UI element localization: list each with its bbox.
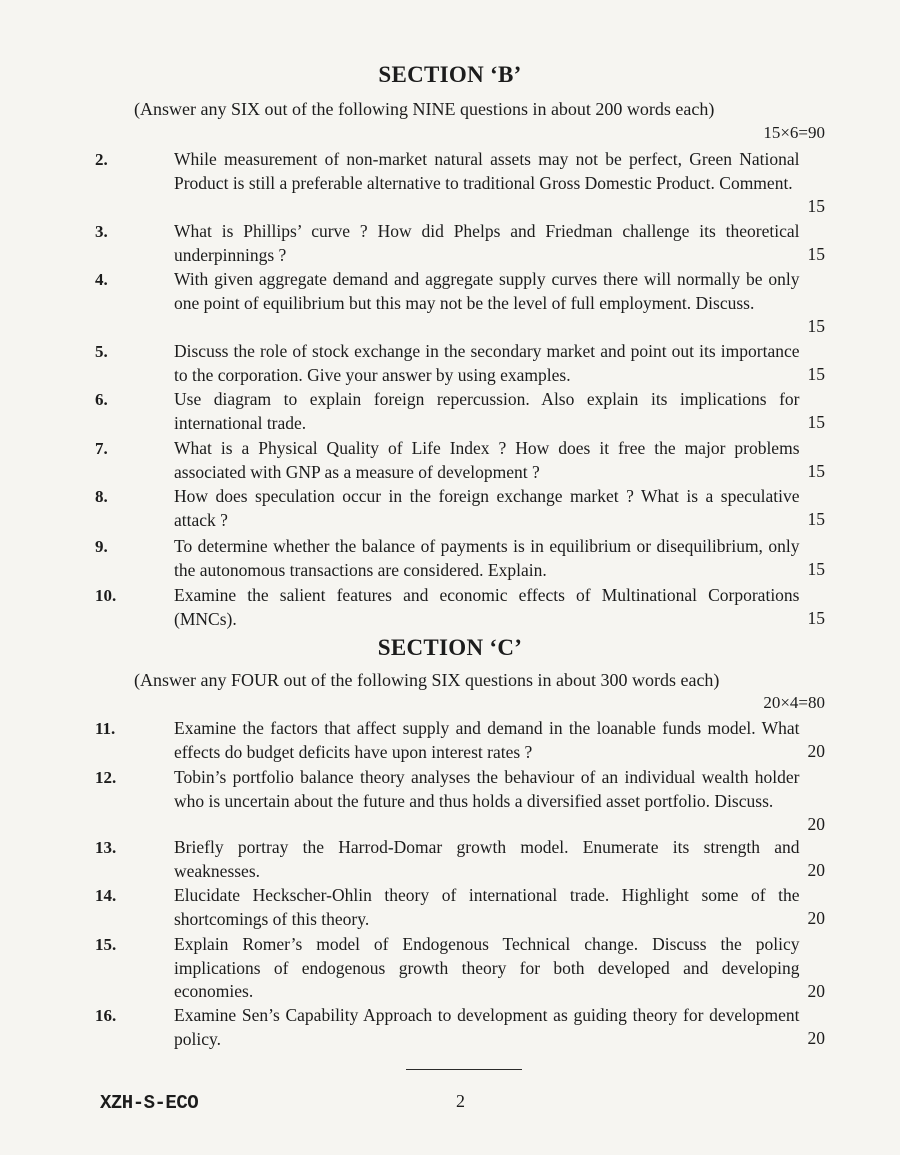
end-divider [406, 1069, 522, 1070]
question-number: 7. [95, 439, 108, 458]
question-marks: 20 [807, 1028, 825, 1048]
question-text: Examine Sen’s Capability Approach to development as guiding theory for development policy. [174, 1005, 800, 1049]
question-number: 16. [95, 1006, 117, 1025]
question-marks: 15 [807, 412, 825, 432]
question-marks: 15 [807, 196, 825, 216]
question-marks: 15 [807, 559, 825, 579]
question-marks: 15 [807, 244, 825, 264]
question-number: 12. [95, 768, 117, 787]
question-text: Tobin’s portfolio balance theory analyses the behaviour of an individual wealth holder who is uncertain about the future and thus holds a diversified asset portfolio. Discuss. [174, 767, 800, 811]
question-marks: 20 [807, 814, 825, 834]
question-text: Briefly portray the Harrod-Domar growth model. Enumerate its strength and weaknesses. [174, 837, 800, 881]
question-marks: 15 [807, 608, 825, 628]
question-text: How does speculation occur in the foreign exchange market ? What is a speculative attack ? [174, 486, 800, 530]
question-number: 6. [95, 390, 108, 409]
question-marks: 20 [807, 860, 825, 880]
section-b-marks: 15×6=90 [763, 123, 825, 142]
section-b-title: SECTION ‘B’ [378, 62, 522, 87]
question-number: 11. [95, 719, 116, 738]
question-text: Explain Romer’s model of Endogenous Technical change. Discuss the policy implications of endogenous growth theory for both developed and developing economies. [174, 934, 800, 1002]
question-marks: 20 [807, 908, 825, 928]
question-text: To determine whether the balance of payments is in equilibrium or disequilibrium, only the autonomous transactions are considered. Explain. [174, 536, 800, 580]
question-number: 5. [95, 342, 108, 361]
section-c-instruction: (Answer any FOUR out of the following SIX questions in about 300 words each) [134, 670, 720, 690]
section-c-title: SECTION ‘C’ [377, 635, 523, 660]
question-text: What is Phillips’ curve ? How did Phelps and Friedman challenge its theoretical underpinnings ? [174, 221, 800, 265]
question-text: Examine the factors that affect supply and demand in the loanable funds model. What effects do budget deficits have upon interest rates ? [174, 718, 800, 762]
question-text: Use diagram to explain foreign repercussion. Also explain its implications for international trade. [174, 389, 800, 433]
question-marks: 15 [807, 316, 825, 336]
question-number: 9. [95, 537, 108, 556]
section-c-marks: 20×4=80 [763, 693, 825, 712]
question-number: 15. [95, 935, 117, 954]
question-number: 14. [95, 886, 117, 905]
section-b-instruction: (Answer any SIX out of the following NINE questions in about 200 words each) [134, 99, 715, 119]
page-number: 2 [456, 1091, 465, 1111]
question-number: 13. [95, 838, 117, 857]
question-number: 3. [95, 222, 108, 241]
question-text: With given aggregate demand and aggregate supply curves there will normally be only one point of equilibrium but this may not be the level of full employment. Discuss. [174, 269, 800, 313]
question-marks: 15 [807, 461, 825, 481]
question-marks: 15 [807, 509, 825, 529]
question-number: 4. [95, 270, 108, 289]
question-text: Elucidate Heckscher-Ohlin theory of international trade. Highlight some of the shortcomings of this theory. [174, 885, 800, 929]
paper-code: XZH-S-ECO [100, 1092, 199, 1114]
question-marks: 15 [807, 364, 825, 384]
question-number: 8. [95, 487, 108, 506]
question-number: 10. [95, 586, 117, 605]
question-text: What is a Physical Quality of Life Index ? How does it free the major problems associated with GNP as a measure of development ? [174, 438, 800, 482]
question-marks: 20 [807, 981, 825, 1001]
question-number: 2. [95, 150, 108, 169]
question-text: While measurement of non-market natural assets may not be perfect, Green National Product is still a preferable alternative to traditional Gross Domestic Product. Comment. [174, 149, 800, 193]
question-text: Discuss the role of stock exchange in the secondary market and point out its importance to the corporation. Give your answer by using examples. [174, 341, 800, 385]
question-text: Examine the salient features and economic effects of Multinational Corporations (MNCs). [174, 585, 800, 629]
question-marks: 20 [807, 741, 825, 761]
